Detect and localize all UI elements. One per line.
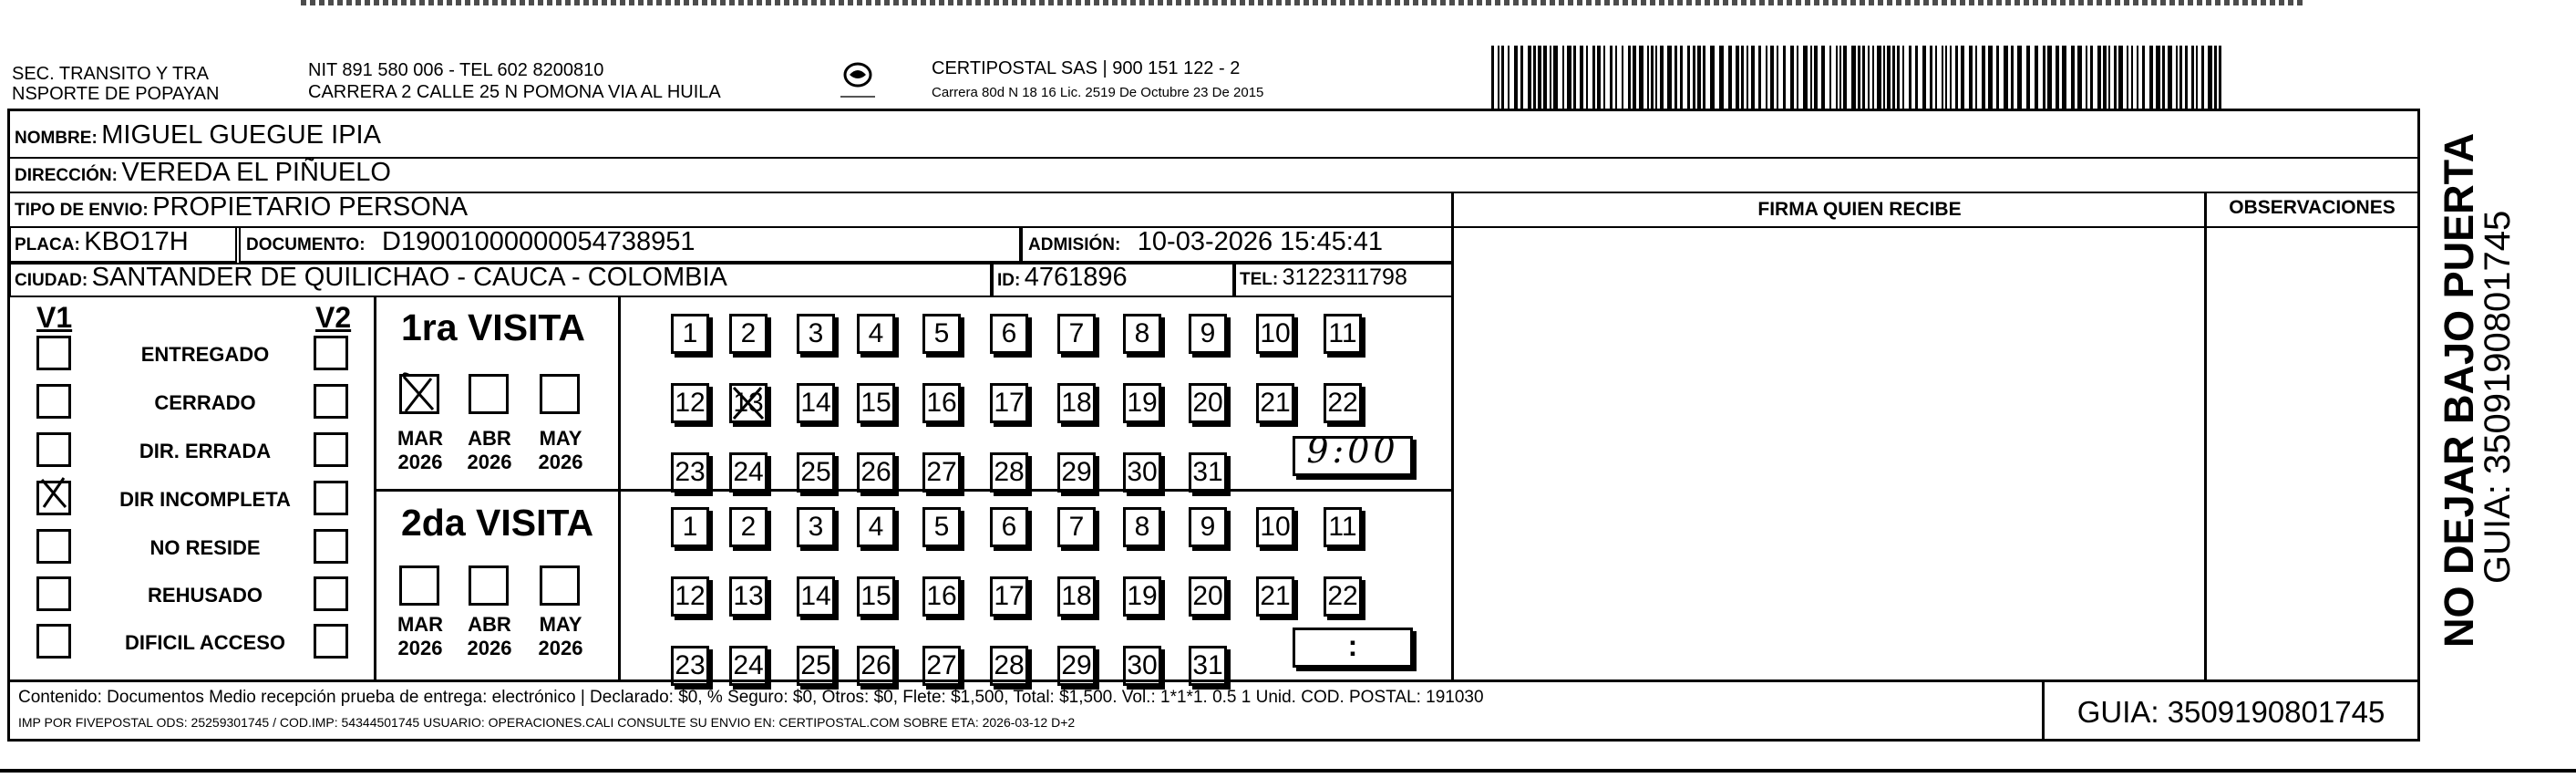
barcode-bar — [1573, 46, 1576, 109]
barcode-bar — [1660, 46, 1664, 109]
barcode-bar — [2071, 46, 2075, 109]
barcode-bar — [1520, 46, 1523, 109]
barcode-bar — [2219, 46, 2221, 109]
barcode-bar — [1897, 46, 1900, 109]
barcode-bar — [1562, 46, 1564, 109]
first-visit-day-10[interactable]: 10 — [1256, 314, 1294, 354]
barcode-bar — [1915, 46, 1918, 109]
observaciones-header: OBSERVACIONES — [2229, 197, 2396, 218]
first-visit-month-checkbox[interactable] — [540, 374, 580, 414]
barcode-bar — [1935, 46, 1937, 109]
barcode-bar — [1858, 46, 1860, 109]
barcode-bar — [2026, 46, 2030, 109]
admision-field — [1028, 227, 1383, 257]
second-visit-day-25[interactable]: 25 — [797, 646, 835, 686]
barcode-bar — [2062, 46, 2066, 109]
first-visit-month-label — [532, 427, 589, 474]
month-name: MAY — [539, 427, 582, 450]
first-visit-day-22[interactable]: 22 — [1324, 383, 1362, 423]
status-label: CERRADO — [154, 391, 256, 414]
placa-field — [15, 227, 189, 257]
barcode-bar — [1821, 46, 1825, 109]
barcode-bar — [1758, 46, 1761, 109]
second-visit-day-29[interactable]: 29 — [1057, 646, 1096, 686]
barcode-bar — [2077, 46, 2082, 109]
barcode-bar — [1868, 46, 1870, 109]
first-visit-day-18[interactable]: 18 — [1057, 383, 1096, 423]
barcode-bar — [1955, 46, 1958, 109]
second-visit-day-9[interactable]: 9 — [1189, 507, 1227, 547]
firma-header: FIRMA QUIEN RECIBE — [1757, 199, 1962, 220]
first-visit-day-15[interactable]: 15 — [857, 383, 895, 423]
tipo-label: TIPO DE ENVIO: — [15, 201, 149, 220]
second-visit-month-label — [392, 613, 448, 660]
barcode-bar — [1603, 46, 1605, 109]
v2-status-checkbox[interactable] — [314, 624, 348, 659]
id-label: ID: — [997, 271, 1021, 290]
second-visit-day-19[interactable]: 19 — [1123, 576, 1161, 617]
second-visit-day-30[interactable]: 30 — [1123, 646, 1161, 686]
barcode-bar — [1736, 46, 1739, 109]
first-visit-day-25[interactable]: 25 — [797, 452, 835, 493]
status-label: DIFICIL ACCESO — [124, 631, 285, 654]
v2-status-checkbox[interactable] — [314, 336, 348, 370]
barcode-bar — [1710, 46, 1715, 109]
barcode-bar — [1550, 46, 1551, 109]
first-visit-day-21[interactable]: 21 — [1256, 383, 1294, 423]
ciudad-label: CIUDAD: — [15, 271, 88, 290]
barcode-bar — [2156, 46, 2160, 109]
tipo-value: PROPIETARIO PERSONA — [152, 192, 469, 222]
barcode-bar — [1514, 46, 1518, 109]
barcode-bar — [1883, 46, 1885, 109]
month-year: 2026 — [397, 637, 443, 659]
barcode-bar — [1567, 46, 1571, 109]
barcode-bar — [1543, 46, 1547, 109]
barcode-bar — [1930, 46, 1932, 109]
second-visit-day-14[interactable]: 14 — [797, 576, 835, 617]
barcode-bar — [1703, 46, 1705, 109]
month-year: 2026 — [397, 451, 443, 473]
first-visit-day-2[interactable]: 2 — [729, 314, 768, 354]
barcode-bar — [1580, 46, 1583, 109]
nombre-label: NOMBRE: — [15, 129, 98, 148]
first-visit-day-8[interactable]: 8 — [1123, 314, 1161, 354]
barcode-bar — [1829, 46, 1831, 109]
barcode-bar — [2108, 46, 2110, 109]
barcode-bar — [2004, 46, 2008, 109]
barcode-bar — [2043, 46, 2045, 109]
v1-header: V1 — [36, 301, 73, 334]
barcode-bar — [1988, 46, 1993, 109]
barcode-bar — [1887, 46, 1891, 109]
second-visit-day-4[interactable]: 4 — [857, 507, 895, 547]
second-visit-day-13[interactable]: 13 — [729, 576, 768, 617]
first-time-value: 9:00 — [1306, 430, 1399, 471]
tipo-field — [15, 192, 468, 223]
barcode-bar — [1728, 46, 1732, 109]
second-visit-day-1[interactable]: 1 — [671, 507, 709, 547]
barcode-bar — [2011, 46, 2014, 109]
first-visit-day-26[interactable]: 26 — [857, 452, 895, 493]
barcode-bar — [1628, 46, 1631, 109]
barcode-bar — [1610, 46, 1613, 109]
barcode-bar — [1950, 46, 1952, 109]
documento-label: DOCUMENTO: — [246, 235, 366, 254]
second-visit-day-22[interactable]: 22 — [1324, 576, 1362, 617]
first-visit-day-16[interactable]: 16 — [922, 383, 961, 423]
barcode-bar — [1528, 46, 1531, 109]
month-year: 2026 — [467, 637, 512, 659]
barcode-bar — [2149, 46, 2153, 109]
first-visit-day-3[interactable]: 3 — [797, 314, 835, 354]
v2-status-checkbox[interactable] — [314, 432, 348, 467]
second-visit-month-checkbox[interactable] — [399, 565, 439, 606]
bottom-edge — [0, 769, 2576, 773]
first-visit-day-7[interactable]: 7 — [1057, 314, 1096, 354]
first-visit-title: 1ra VISITA — [401, 306, 586, 348]
barcode-bar — [2127, 46, 2128, 109]
first-visit-day-27[interactable]: 27 — [922, 452, 961, 493]
carrier-line-1: CERTIPOSTAL SAS | 900 151 122 - 2 — [932, 58, 1241, 78]
first-visit-day-5[interactable]: 5 — [922, 314, 961, 354]
v2-status-checkbox[interactable] — [314, 529, 348, 564]
second-visit-day-10[interactable]: 10 — [1256, 507, 1294, 547]
first-visit-day-4[interactable]: 4 — [857, 314, 895, 354]
month-name: ABR — [468, 427, 511, 450]
barcode-bar — [1498, 46, 1499, 109]
side-guia: GUIA: 3509190801745 — [2478, 210, 2518, 584]
status-label: REHUSADO — [148, 584, 263, 607]
barcode-bar — [2176, 46, 2178, 109]
barcode-bar — [1797, 46, 1798, 109]
footer-print-info: IMP POR FIVEPOSTAL ODS: 25259301745 / COD.IMP: 54344501745 USUARIO: OPERACIONES.CALI CONSULTE SU ENVIO EN: CERTIPOSTAL.COM SOBRE ETA: 2026-03-12 D+2 — [18, 715, 1076, 730]
barcode-bar — [1922, 46, 1926, 109]
first-visit-day-23[interactable]: 23 — [671, 452, 709, 493]
month-name: MAR — [397, 427, 444, 450]
barcode-bar — [1851, 46, 1856, 109]
second-visit-month-label — [461, 613, 518, 660]
barcode-bar — [2118, 46, 2123, 109]
second-visit-month-checkbox[interactable] — [540, 565, 580, 606]
side-warning: NO DEJAR BAJO PUERTA — [2436, 132, 2482, 648]
barcode-bar — [1969, 46, 1973, 109]
status-label: DIR. ERRADA — [139, 440, 272, 462]
second-visit-day-5[interactable]: 5 — [922, 507, 961, 547]
id-field — [997, 263, 1128, 293]
carrier-logo-icon — [831, 55, 884, 108]
barcode-bar — [1803, 46, 1808, 109]
barcode-bar — [1814, 46, 1818, 109]
barcode-bar — [2086, 46, 2087, 109]
second-visit-day-3[interactable]: 3 — [797, 507, 835, 547]
sender-line-2: NSPORTE DE POPAYAN — [12, 84, 220, 104]
tel-value: 3122311798 — [1282, 265, 1407, 290]
barcode-bar — [2114, 46, 2117, 109]
v1-status-checkbox[interactable] — [36, 529, 71, 564]
barcode-bar — [2131, 46, 2133, 109]
carrier-line-2: Carrera 80d N 18 16 Lic. 2519 De Octubre 23 De 2015 — [932, 85, 1264, 100]
second-visit-day-15[interactable]: 15 — [857, 576, 895, 617]
first-visit-day-31[interactable]: 31 — [1189, 452, 1227, 493]
observaciones-column-divider — [2204, 192, 2207, 679]
barcode-bar — [1719, 46, 1724, 109]
barcode-bar — [2090, 46, 2093, 109]
first-visit-day-14[interactable]: 14 — [797, 383, 835, 423]
month-name: MAY — [539, 613, 582, 636]
placa-value: KBO17H — [84, 227, 189, 256]
barcode-bar — [1945, 46, 1947, 109]
barcode-bar — [2196, 46, 2198, 109]
second-visit-title: 2da VISITA — [401, 502, 594, 544]
barcode-bar — [1633, 46, 1636, 109]
second-visit-day-20[interactable]: 20 — [1189, 576, 1227, 617]
barcode-bar — [1877, 46, 1881, 109]
second-visit-day-24[interactable]: 24 — [729, 646, 768, 686]
barcode-bar — [1687, 46, 1690, 109]
second-visit-day-2[interactable]: 2 — [729, 507, 768, 547]
barcode-bar — [1777, 46, 1778, 109]
nit-line-2: CARRERA 2 CALLE 25 N POMONA VIA AL HUILA — [308, 82, 721, 102]
barcode-bar — [1783, 46, 1786, 109]
barcode-bar — [1693, 46, 1695, 109]
first-visit-day-20[interactable]: 20 — [1189, 383, 1227, 423]
barcode-bar — [2056, 46, 2059, 109]
barcode-bar — [1741, 46, 1744, 109]
first-visit-month-label — [461, 427, 518, 474]
barcode-bar — [1810, 46, 1812, 109]
barcode-bar — [2137, 46, 2138, 109]
v2-status-checkbox[interactable] — [314, 576, 348, 611]
documento-value: D19001000000054738951 — [382, 227, 696, 256]
v2-header: V2 — [315, 301, 352, 334]
second-visit-day-11[interactable]: 11 — [1324, 507, 1362, 547]
visits-separator — [374, 489, 1453, 492]
admision-label: ADMISIÓN: — [1028, 235, 1121, 254]
barcode-bar — [2168, 46, 2172, 109]
barcode-bar — [1902, 46, 1904, 109]
first-visit-day-12[interactable]: 12 — [671, 383, 709, 423]
month-year: 2026 — [467, 451, 512, 473]
second-visit-day-28[interactable]: 28 — [990, 646, 1028, 686]
barcode-bar — [1597, 46, 1601, 109]
barcode-bar — [1592, 46, 1595, 109]
footer-guia: GUIA: 3509190801745 — [2076, 695, 2385, 729]
v1-status-checkbox[interactable] — [36, 576, 71, 611]
barcode-bar — [1839, 46, 1841, 109]
barcode-bar — [1501, 46, 1504, 109]
month-name: MAR — [397, 613, 444, 636]
barcode-bar — [1553, 46, 1558, 109]
first-visit-month-label — [392, 427, 448, 474]
status-label: NO RESIDE — [149, 536, 261, 559]
id-value: 4761896 — [1024, 263, 1128, 292]
second-visit-month-label — [532, 613, 589, 660]
barcode-bar — [2142, 46, 2145, 109]
check-mark-icon — [728, 382, 770, 424]
barcode-bar — [2047, 46, 2052, 109]
barcode-bar — [1961, 46, 1964, 109]
barcode — [1491, 46, 2230, 109]
first-visit-day-6[interactable]: 6 — [990, 314, 1028, 354]
footer-content: Contenido: Documentos Medio recepción prueba de entrega: electrónico | Declarado: $0, % Seguro: $0, Otros: $0, Flete: $1,500, Total: $1,500. Vol.: 1*1*1. 0.5 1 Unid. COD. POSTAL: 191030 — [18, 688, 1484, 707]
second-visit-day-16[interactable]: 16 — [922, 576, 961, 617]
barcode-bar — [1766, 46, 1767, 109]
v1-status-checkbox[interactable] — [36, 624, 71, 659]
barcode-bar — [1491, 46, 1494, 109]
month-year: 2026 — [538, 451, 583, 473]
first-visit-day-24[interactable]: 24 — [729, 452, 768, 493]
v1-status-checkbox[interactable] — [36, 336, 71, 370]
barcode-bar — [1892, 46, 1895, 109]
month-year: 2026 — [538, 637, 583, 659]
nit-line-1: NIT 891 580 006 - TEL 602 8200810 — [308, 60, 604, 80]
barcode-bar — [1996, 46, 1999, 109]
barcode-bar — [2214, 46, 2217, 109]
status-label: ENTREGADO — [140, 343, 270, 366]
second-visit-day-26[interactable]: 26 — [857, 646, 895, 686]
first-visit-month-checkbox[interactable] — [399, 374, 439, 414]
first-visit-month-checkbox[interactable] — [469, 374, 509, 414]
first-visit-day-28[interactable]: 28 — [990, 452, 1028, 493]
admision-value: 10-03-2026 15:45:41 — [1137, 227, 1384, 256]
barcode-bar — [1909, 46, 1911, 109]
tel-label: TEL: — [1240, 270, 1279, 289]
ciudad-value: SANTANDER DE QUILICHAO - CAUCA - COLOMBIA — [91, 263, 727, 292]
nombre-value: MIGUEL GUEGUE IPIA — [101, 120, 381, 150]
month-name: ABR — [468, 613, 511, 636]
barcode-bar — [2179, 46, 2182, 109]
nombre-field — [15, 120, 381, 150]
barcode-bar — [2162, 46, 2165, 109]
barcode-bar — [1862, 46, 1865, 109]
barcode-bar — [1697, 46, 1701, 109]
barcode-bar — [1615, 46, 1617, 109]
barcode-bar — [1751, 46, 1755, 109]
barcode-bar — [1836, 46, 1838, 109]
barcode-bar — [1982, 46, 1985, 109]
placa-label: PLACA: — [15, 235, 80, 254]
first-visit-day-19[interactable]: 19 — [1123, 383, 1161, 423]
second-visit-day-31[interactable]: 31 — [1189, 646, 1227, 686]
barcode-bar — [1586, 46, 1588, 109]
first-visit-day-13[interactable]: 13 — [729, 383, 768, 423]
v1-status-checkbox[interactable] — [36, 481, 71, 515]
direccion-label: DIRECCIÓN: — [15, 166, 118, 185]
barcode-bar — [2191, 46, 2194, 109]
status-label: DIR INCOMPLETA — [119, 488, 291, 511]
barcode-bar — [1639, 46, 1643, 109]
barcode-bar — [2097, 46, 2101, 109]
second-visit-month-checkbox[interactable] — [469, 565, 509, 606]
barcode-bar — [1533, 46, 1536, 109]
first-visit-day-17[interactable]: 17 — [990, 383, 1028, 423]
barcode-bar — [1975, 46, 1977, 109]
second-time-value: : — [1347, 629, 1358, 662]
second-visit-day-12[interactable]: 12 — [671, 576, 709, 617]
barcode-bar — [1674, 46, 1677, 109]
barcode-bar — [1770, 46, 1774, 109]
first-visit-day-9[interactable]: 9 — [1189, 314, 1227, 354]
second-visit-day-7[interactable]: 7 — [1057, 507, 1096, 547]
barcode-bar — [1790, 46, 1794, 109]
second-visit-day-6[interactable]: 6 — [990, 507, 1028, 547]
top-scan-edge — [301, 0, 2306, 5]
direccion-value: VEREDA EL PIÑUELO — [121, 158, 391, 187]
tel-field — [1240, 265, 1407, 291]
second-visit-day-27[interactable]: 27 — [922, 646, 961, 686]
barcode-bar — [1942, 46, 1943, 109]
second-visit-day-17[interactable]: 17 — [990, 576, 1028, 617]
barcode-bar — [1843, 46, 1847, 109]
second-visit-day-18[interactable]: 18 — [1057, 576, 1096, 617]
barcode-bar — [2201, 46, 2204, 109]
v2-status-checkbox[interactable] — [314, 481, 348, 515]
barcode-bar — [2017, 46, 2022, 109]
ciudad-field — [15, 263, 727, 293]
barcode-bar — [1622, 46, 1623, 109]
second-visit-day-8[interactable]: 8 — [1123, 507, 1161, 547]
barcode-bar — [1680, 46, 1683, 109]
barcode-bar — [1538, 46, 1541, 109]
barcode-bar — [1655, 46, 1657, 109]
barcode-bar — [1667, 46, 1672, 109]
v1-status-checkbox[interactable] — [36, 384, 71, 419]
v1-status-checkbox[interactable] — [36, 432, 71, 467]
first-visit-day-1[interactable]: 1 — [671, 314, 709, 354]
second-visit-day-23[interactable]: 23 — [671, 646, 709, 686]
first-visit-day-29[interactable]: 29 — [1057, 452, 1096, 493]
barcode-bar — [1651, 46, 1654, 109]
barcode-bar — [2185, 46, 2188, 109]
direccion-field — [15, 158, 391, 188]
first-visit-day-30[interactable]: 30 — [1123, 452, 1161, 493]
barcode-bar — [2035, 46, 2038, 109]
sender-line-1: SEC. TRANSITO Y TRA — [12, 64, 209, 84]
check-mark-icon — [397, 369, 442, 415]
barcode-bar — [1508, 46, 1510, 109]
barcode-bar — [2208, 46, 2212, 109]
barcode-bar — [1647, 46, 1649, 109]
documento-field — [246, 227, 696, 257]
barcode-bar — [1872, 46, 1874, 109]
barcode-bar — [1747, 46, 1748, 109]
barcode-bar — [2103, 46, 2107, 109]
v2-status-checkbox[interactable] — [314, 384, 348, 419]
second-visit-day-21[interactable]: 21 — [1256, 576, 1294, 617]
first-visit-day-11[interactable]: 11 — [1324, 314, 1362, 354]
